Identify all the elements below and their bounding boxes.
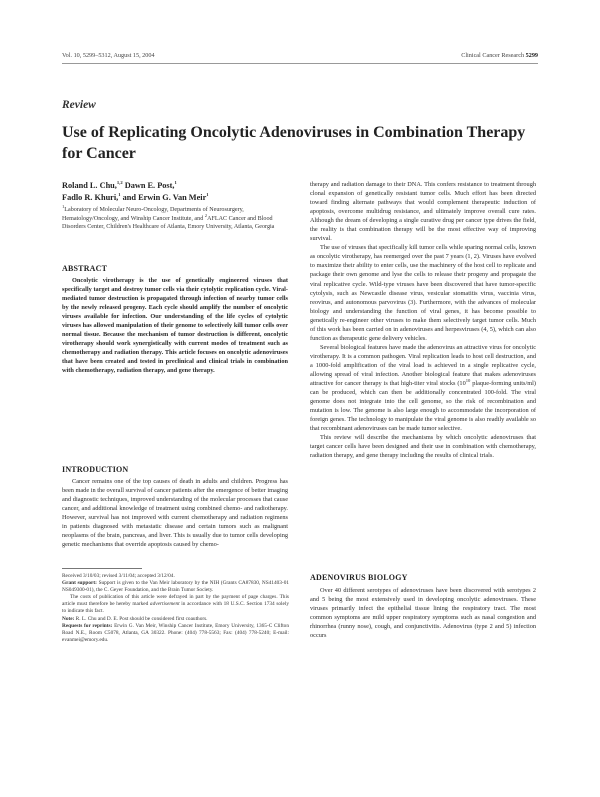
footnotes [62, 573, 289, 644]
introduction-heading: INTRODUCTION [62, 465, 129, 474]
introduction-paragraph-3 [310, 343, 536, 433]
header-rule [62, 63, 538, 64]
page-number: 5299 [525, 52, 538, 59]
footnote-grant [62, 580, 289, 594]
footnote-reprints [62, 623, 289, 644]
footnote-costs-text-b: in accordance with 18 U.S.C. Section 1734 solely to indicate this fact. [62, 601, 290, 615]
author-post-sup: 1 [174, 180, 177, 186]
author-list [62, 180, 282, 204]
author-line-2 [62, 192, 282, 204]
footnote-reprints-text: Erwin G. Van Meir, Winship Cancer Institute, Emory University, 1365-C Clifton Road N.E., Room C5078, Atlanta, GA 30322. Phone: (404) 778-5563; Fax: (404) 778-5240; E-mail: evanmei@emory.edu. [62, 622, 289, 643]
footnote-costs-text-a: The costs of publication of this article were defrayed in part by the payment of page charges. This article must therefore be hereby marked [62, 594, 289, 608]
footnote-costs-em: advertisement [149, 601, 180, 608]
footnote-costs [62, 594, 289, 615]
author-khuri: Fadlo R. Khuri, [62, 193, 119, 202]
author-chu: Roland L. Chu, [62, 181, 117, 190]
introduction-paragraph-2: The use of viruses that specifically kill tumor cells while sparing normal cells, known as oncolytic virotherapy, has reemerged over the past 7 years (1, 2). Viruses have evolved to maximize their ability to enter cells, use the machinery of the host cell to replicate and package their own genome and lyse the cells to release their progeny and propagate the viral replicative cycle. Wild-type viruses have been discovered that have tumor-specific cytolysis, such as Newcastle disease virus, vesicular stomatitis virus, vaccinia virus, reovirus, and autonomous parvovirus (3). Furthermore, with the advances of molecular biology and understanding the function of viral genes, it has become possible to genetically re-engineer other viruses to make them selectively target tumor cells. Much of this work has been carried on in adenoviruses and herpesviruses (4, 5), which can also function as therapeutic gene delivery vehicles. [310, 244, 536, 342]
running-header-volume: Vol. 10, 5299–5312, August 15, 2004 [62, 52, 155, 59]
article-section-label: Review [62, 99, 96, 111]
adenovirus-biology-paragraph-1: Over 40 different serotypes of adenoviruses have been discovered with serotypes 2 and 5 being the most extensively used in developing oncolytic adenoviruses. These viruses primarily infect the epithelial tissue lining the respiratory tract. The most common symptoms are mild upper respiratory symptoms such as nasal congestion and rhinorrhea (runny nose), cough, and conjunctivitis. Adenovirus (type 2 and 5) infection occurs [310, 587, 536, 640]
abstract-heading: ABSTRACT [62, 264, 108, 273]
footnote-note-label: Note: [62, 615, 75, 622]
right-column-body [310, 180, 536, 460]
introduction-paragraph-1: Cancer remains one of the top causes of death in adults and children. Progress has been made in the overall survival of cancer patients after the emergence of better imaging and diagnostic techniques, improved understanding of the molecular processes that cause cancer, and additional knowledge of treatment using combined chemo- and radiotherapy. However, survival has not improved with current chemotherapy and radiation regimens in patients diagnosed with metastatic disease and certain tumors such as malignant neoplasms of the brain, pancreas, and liver. This is usually due to tumor cells developing genetic mechanisms that override apoptosis caused by chemo- [62, 478, 288, 549]
footnote-grant-label: Grant support: [62, 580, 97, 587]
introduction-body [62, 477, 288, 549]
running-header-journal [461, 52, 538, 59]
author-vanmeir: and Erwin G. Van Meir [120, 193, 207, 202]
footnote-reprints-label: Requests for reprints: [62, 622, 113, 629]
introduction-paragraph-3-b: plaque-forming units/ml) can be produced, which can then be additionally concentrated 100-fold. The viral genome does not integrate into the cell genome, so the risk of recombination and mutation is low. The genome is also large enough to accommodate the incorporation of foreign genes. The technology to manipulate the viral genome is also readily available so that recombinant adenoviruses can be made tumor selective. [310, 380, 536, 433]
adenovirus-biology-heading: ADENOVIRUS BIOLOGY [310, 573, 408, 582]
affiliations [62, 203, 287, 232]
footnote-rule [62, 568, 142, 569]
affiliation-2: AFLAC Cancer and Blood Disorders Center, Children's Healthcare of Atlanta, Emory University, Atlanta, Georgia [62, 215, 275, 231]
article-title: Use of Replicating Oncolytic Adenoviruses in Combination Therapy for Cancer [62, 124, 526, 162]
affiliation-1-sup: 1 [62, 203, 65, 209]
footnote-grant-text: Support is given to the Van Meir laboratory by the NIH (Grants CA87830, NS41403-01 NS049300-01), the C. Geyer Foundation, and the Brain Tumor Society. [62, 580, 289, 594]
abstract-paragraph: Oncolytic virotherapy is the use of genetically engineered viruses that specifically target and destroy tumor cells via their cytolytic replication cycle. Viral-mediated tumor destruction is propagated through infection of nearby tumor cells by the newly released progeny. Each cycle should amplify the number of oncolytic viruses available for infection. Our understanding of the life cycles of cytolytic viruses has allowed manipulation of their genome to selectively kill tumor cells over normal tissue. Because the mechanism of tumor destruction is different, oncolytic virotherapy should work synergistically with current modes of treatment such as chemotherapy and radiation therapy. This article focuses on oncolytic adenoviruses that have been created and tested in preclinical and clinical trials in combination with chemotherapy, radiation therapy, and gene therapy. [62, 277, 288, 375]
footnote-note-text: R. L. Chu and D. E. Post should be considered first coauthors. [74, 615, 208, 622]
author-vanmeir-sup: 1 [206, 192, 209, 198]
journal-name: Clinical Cancer Research [461, 52, 525, 59]
affiliation-1: Laboratory of Molecular Neuro-Oncology, Departments of Neurosurgery, Hematology/Oncology, and Winship Cancer Institute, and [62, 207, 244, 222]
author-chu-sup: 1,2 [116, 180, 123, 186]
author-khuri-sup: 1 [118, 192, 121, 198]
introduction-paragraph-1-continued: therapy and radiation damage to their DNA. This confers resistance to treatment through clonal expansion of genetically resistant tumor cells. Much effort has been directed toward finding alternate pathways that would complement therapeutic induction of apoptosis, overcome multidrug resistance, and ultimately improve overall cure rates. Although the dream of developing a single curative drug per cancer type drives the field, the reality is that combination therapy will be the most effective way of improving survival. [310, 181, 536, 243]
affiliation-2-sup: 2 [204, 212, 208, 218]
footnote-received: Received 3/10/03; revised 3/11/04; accepted 3/12/04. [62, 573, 175, 579]
footnote-note [62, 616, 289, 623]
abstract-body [62, 276, 288, 376]
introduction-paragraph-4: This review will describe the mechanisms by which oncolytic adenoviruses that target cancer cells have been designed and their use in combination with chemotherapy, radiation therapy, and gene therapy including the results of clinical trials. [310, 434, 536, 460]
author-post: Dawn E. Post, [122, 181, 175, 190]
author-line-1 [62, 180, 282, 192]
introduction-paragraph-3-sup: 10 [465, 377, 471, 383]
introduction-paragraph-3-a: Several biological features have made the adenovirus an attractive virus for oncolytic virotherapy. It is a common pathogen. Viral replication leads to host cell destruction, and a 1000-fold amplification of the viral load is achieved in a single replicative cycle, allowing spread of viral infection. Another biological feature that makes adenoviruses attractive for cancer therapy is that high-titer viral stocks (10 [310, 343, 536, 388]
adenovirus-biology-body [310, 586, 536, 640]
